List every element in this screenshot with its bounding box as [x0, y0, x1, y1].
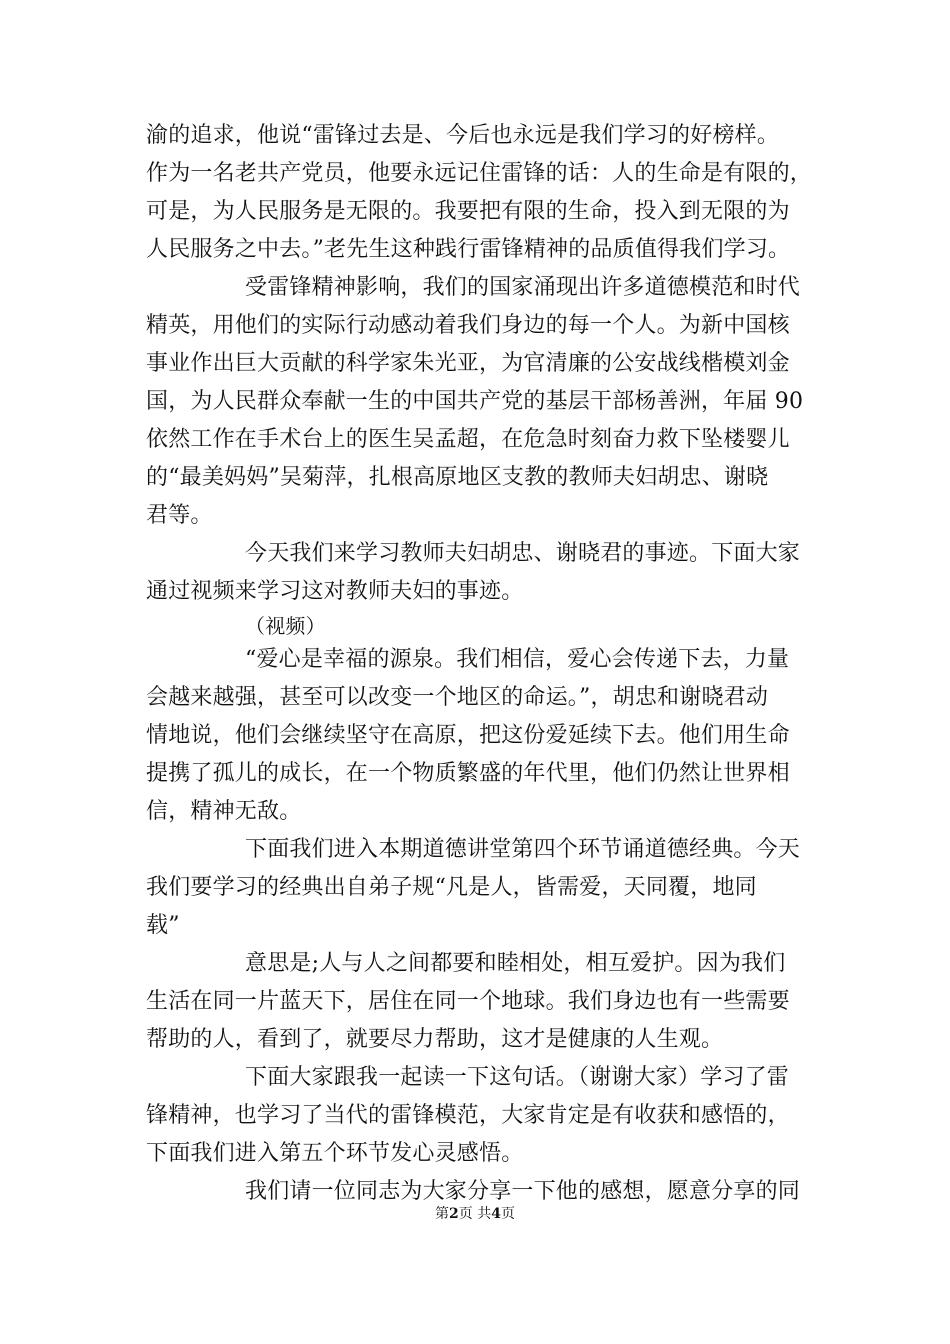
text-line: 人民服务之中去。”老先生这种践行雷锋精神的品质值得我们学习。 [146, 237, 791, 262]
text-line: 我们请一位同志为大家分享一下他的感想，愿意分享的同 [245, 1179, 801, 1204]
text-line: 下面我们进入第五个环节发心灵感悟。 [146, 1141, 524, 1166]
footer-total-pages: 4 [491, 1206, 501, 1222]
footer-suffix: 页 [500, 1206, 515, 1222]
text-line: 下面大家跟我一起读一下这句话。（谢谢大家）学习了雷 [245, 1065, 790, 1090]
text-line: 通过视频来学习这对教师夫妇的事迹。 [146, 579, 524, 604]
footer-middle: 页 共 [458, 1206, 492, 1222]
text-line: 载” [146, 913, 180, 938]
text-line: 锋精神，也学习了当代的雷锋模范，大家肯定是有收获和感悟的， [146, 1103, 790, 1128]
text-line: 信，精神无敌。 [146, 799, 302, 824]
text-line: 事业作出巨大贡献的科学家朱光亚，为官清廉的公安战线楷模刘金 [146, 351, 790, 376]
text-line: 渝的追求，他说“雷锋过去是、今后也永远是我们学习的好榜样。 [146, 123, 780, 148]
text-line: 意思是;人与人之间都要和睦相处，相互爱护。因为我们 [245, 951, 786, 976]
text-line: 会越来越强，甚至可以改变一个地区的命运。”，胡忠和谢晓君动 [146, 685, 769, 710]
text-line: 依然工作在手术台上的医生吴孟超，在危急时刻奋力救下坠楼婴儿 [146, 427, 790, 452]
text-line: “爱心是幸福的源泉。我们相信，爱心会传递下去，力量 [245, 647, 790, 672]
text-line: 的“最美妈妈”吴菊萍，扎根高原地区支教的教师夫妇胡忠、谢晓 [146, 465, 769, 490]
text-line: 生活在同一片蓝天下，居住在同一个地球。我们身边也有一些需要 [146, 989, 790, 1014]
text-line: 情地说，他们会继续坚守在高原，把这份爱延续下去。他们用生命 [146, 723, 790, 748]
text-line: 可是，为人民服务是无限的。我要把有限的生命，投入到无限的为 [146, 199, 790, 224]
text-line: 作为一名老共产党员，他要永远记住雷锋的话：人的生命是有限的， [146, 161, 813, 186]
text-line: 提携了孤儿的成长，在一个物质繁盛的年代里，他们仍然让世界相 [146, 761, 790, 786]
footer-prefix: 第 [435, 1206, 450, 1222]
page-footer [0, 1205, 950, 1223]
text-line: 国，为人民群众奉献一生的中国共产党的基层干部杨善洲，年届 90 [146, 389, 804, 414]
text-line: 受雷锋精神影响，我们的国家涌现出许多道德模范和时代 [245, 275, 801, 300]
text-line: 下面我们进入本期道德讲堂第四个环节诵道德经典。今天 [245, 837, 801, 862]
text-line: 今天我们来学习教师夫妇胡忠、谢晓君的事迹。下面大家 [245, 541, 801, 566]
text-line: （视频） [245, 614, 326, 638]
text-line: 君等。 [146, 503, 213, 528]
footer-current-page: 2 [449, 1206, 459, 1222]
text-line: 我们要学习的经典出自弟子规“凡是人，皆需爱，天同覆，地同 [146, 875, 757, 900]
text-line: 帮助的人，看到了，就要尽力帮助，这才是健康的人生观。 [146, 1027, 724, 1052]
text-line: 精英，用他们的实际行动感动着我们身边的每一个人。为新中国核 [146, 313, 790, 338]
